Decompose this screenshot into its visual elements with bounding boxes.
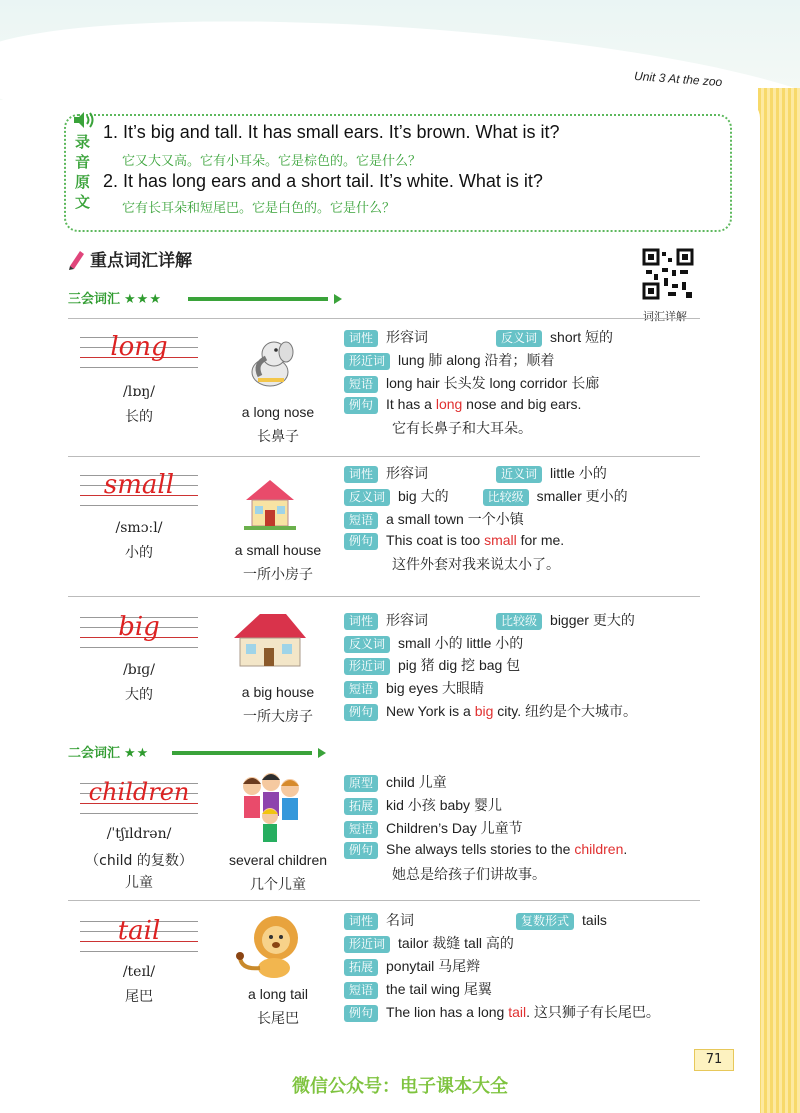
example-text: New York is a bbox=[386, 703, 475, 719]
small-house-icon bbox=[240, 474, 300, 534]
picture-caption-en: a long tail bbox=[248, 986, 308, 1002]
entry-row bbox=[344, 610, 635, 630]
word-note: （child 的复数） bbox=[85, 853, 193, 869]
entry-row bbox=[344, 486, 628, 506]
example-text: It has a bbox=[386, 396, 436, 412]
entry-row bbox=[344, 701, 637, 721]
row-text: 形容词 bbox=[386, 329, 429, 345]
tag-label: 短语 bbox=[344, 512, 378, 529]
vocab-word: small bbox=[103, 470, 175, 500]
vocab-word: tail bbox=[117, 916, 161, 946]
unit-title: Unit 3 At the zoo bbox=[633, 68, 723, 90]
picture-caption-en: several children bbox=[228, 852, 328, 868]
phonetic: /ˈtʃɪldrən/ bbox=[106, 826, 172, 842]
row-text: small 小的 little 小的 bbox=[398, 635, 524, 651]
section-title: 重点词汇详解 bbox=[90, 251, 192, 271]
level-header-three bbox=[68, 288, 162, 307]
vocab-entry-tail bbox=[68, 900, 700, 1036]
tag-label: 反义词 bbox=[344, 636, 390, 653]
example-text: The lion has a long bbox=[386, 1004, 509, 1020]
word-meaning: 小的 bbox=[125, 545, 153, 561]
entry-row bbox=[344, 633, 523, 653]
picture-caption-zh: 一所大房子 bbox=[243, 709, 313, 725]
row-text: 形容词 bbox=[386, 465, 429, 481]
row-text: big 大的 bbox=[398, 488, 449, 504]
big-house-icon bbox=[230, 610, 310, 670]
tag-label: 例句 bbox=[344, 1005, 378, 1022]
stars-icon: ★★ bbox=[124, 746, 150, 761]
pencil-icon bbox=[66, 248, 86, 270]
word-meaning: 尾巴 bbox=[125, 989, 153, 1005]
footer-watermark: 微信公众号：电子课本大全 bbox=[292, 1076, 508, 1097]
example-text: This coat is too bbox=[386, 532, 485, 548]
row-text: tails bbox=[582, 912, 607, 928]
level-bar bbox=[172, 751, 312, 755]
row-text: little 小的 bbox=[550, 465, 607, 481]
listening-label: 录音原文 bbox=[75, 133, 91, 211]
tag-label: 词性 bbox=[344, 913, 378, 930]
entry-row bbox=[344, 532, 564, 550]
word-meaning: 儿童 bbox=[125, 875, 153, 891]
highlighted-word: small bbox=[484, 532, 517, 548]
row-text: lung 肺 along 沿着；顺着 bbox=[398, 352, 555, 368]
word-meaning: 长的 bbox=[125, 409, 153, 425]
tag-label: 例句 bbox=[344, 397, 378, 414]
listening-translation-1: 它又大又高。它有小耳朵。它是棕色的。它是什么？ bbox=[122, 154, 422, 169]
elephant-icon bbox=[240, 334, 300, 394]
row-text: bigger 更大的 bbox=[550, 612, 635, 628]
picture-caption-en: a long nose bbox=[241, 404, 315, 420]
row-text: child 儿童 bbox=[386, 774, 447, 790]
tag-label: 短语 bbox=[344, 821, 378, 838]
example-text: . bbox=[623, 841, 628, 857]
vocab-word: children bbox=[88, 778, 190, 806]
example-translation: 这件外套对我来说太小了。 bbox=[392, 556, 560, 572]
tag-label: 例句 bbox=[344, 533, 378, 550]
row-text: the tail wing 尾翼 bbox=[386, 981, 492, 997]
picture-caption-zh: 长鼻子 bbox=[257, 429, 299, 445]
tag-label: 词性 bbox=[344, 466, 378, 483]
entry-row bbox=[344, 841, 627, 859]
row-text: 名词 bbox=[386, 912, 415, 928]
tag-label: 反义词 bbox=[496, 330, 542, 347]
qr-caption: 词汇详解 bbox=[643, 310, 687, 323]
listening-sentence-1: 1. It’s big and tall. It has small ears. It’s brown. What is it? bbox=[103, 122, 560, 142]
entry-row bbox=[344, 1002, 660, 1022]
row-text: short 短的 bbox=[550, 329, 614, 345]
page-number: 71 bbox=[694, 1049, 734, 1071]
row-text: smaller 更小的 bbox=[536, 488, 628, 504]
example-translation: 它有长鼻子和大耳朵。 bbox=[392, 420, 532, 436]
tag-label: 拓展 bbox=[344, 798, 378, 815]
level-bar bbox=[188, 297, 328, 301]
row-text: tailor 裁缝 tall 高的 bbox=[398, 935, 514, 951]
entry-row bbox=[344, 772, 447, 792]
row-text: 形容词 bbox=[386, 612, 429, 628]
example-translation: 她总是给孩子们讲故事。 bbox=[392, 866, 546, 882]
entry-row bbox=[344, 795, 502, 815]
vocab-entry-small bbox=[68, 456, 700, 594]
entry-row bbox=[344, 933, 514, 953]
tag-label: 词性 bbox=[344, 613, 378, 630]
tag-label: 短语 bbox=[344, 982, 378, 999]
row-text: long hair 长头发 long corridor 长廊 bbox=[386, 375, 600, 391]
stars-icon: ★★★ bbox=[124, 292, 162, 307]
tag-label: 比较级 bbox=[483, 489, 529, 506]
entry-row bbox=[344, 350, 554, 370]
tag-label: 例句 bbox=[344, 704, 378, 721]
picture-caption-zh: 长尾巴 bbox=[257, 1011, 299, 1027]
tag-label: 原型 bbox=[344, 775, 378, 792]
tag-label: 短语 bbox=[344, 376, 378, 393]
phonetic: /bɪɡ/ bbox=[123, 662, 155, 678]
book-edge bbox=[758, 88, 800, 1113]
tag-label: 形近词 bbox=[344, 936, 390, 953]
vocab-entry-children bbox=[68, 764, 700, 896]
vocab-word: big bbox=[118, 612, 160, 642]
example-text: . 这只狮子有长尾巴。 bbox=[526, 1004, 660, 1020]
level-header-two bbox=[68, 742, 149, 761]
entry-row bbox=[344, 463, 607, 483]
entry-row bbox=[344, 655, 520, 675]
tag-label: 复数形式 bbox=[516, 913, 574, 930]
word-meaning: 大的 bbox=[125, 687, 153, 703]
example-text: city. 纽约是个大城市。 bbox=[493, 703, 638, 719]
tag-label: 短语 bbox=[344, 681, 378, 698]
entry-row bbox=[344, 910, 607, 930]
tag-label: 形近词 bbox=[344, 658, 390, 675]
highlighted-word: big bbox=[474, 703, 494, 719]
entry-row bbox=[344, 396, 581, 414]
entry-row bbox=[344, 818, 523, 838]
phonetic: /smɔːl/ bbox=[115, 520, 163, 536]
tag-label: 形近词 bbox=[344, 353, 390, 370]
vocab-entry-long bbox=[68, 318, 700, 454]
lion-icon bbox=[236, 910, 306, 982]
level-label: 三会词汇 bbox=[68, 292, 121, 307]
tag-label: 近义词 bbox=[496, 466, 542, 483]
speaker-icon[interactable] bbox=[72, 110, 96, 130]
highlighted-word: children bbox=[574, 841, 624, 857]
picture-caption-zh: 一所小房子 bbox=[243, 567, 313, 583]
row-text: big eyes 大眼睛 bbox=[386, 680, 485, 696]
picture-caption-en: a big house bbox=[241, 684, 315, 700]
example-text: She always tells stories to the bbox=[386, 841, 575, 857]
listening-translation-2: 它有长耳朵和短尾巴。它是白色的。它是什么？ bbox=[122, 201, 396, 216]
tag-label: 词性 bbox=[344, 330, 378, 347]
level-label: 二会词汇 bbox=[68, 746, 121, 761]
row-text: ponytail 马尾辫 bbox=[386, 958, 481, 974]
example-text: for me. bbox=[516, 532, 565, 548]
example-text: nose and big ears. bbox=[462, 396, 582, 412]
highlighted-word: tail bbox=[508, 1004, 527, 1020]
children-icon bbox=[238, 770, 304, 846]
phonetic: /teɪl/ bbox=[122, 964, 156, 980]
tag-label: 拓展 bbox=[344, 959, 378, 976]
entry-row bbox=[344, 678, 484, 698]
entry-row bbox=[344, 979, 492, 999]
tag-label: 反义词 bbox=[344, 489, 390, 506]
picture-caption-zh: 几个儿童 bbox=[250, 877, 306, 893]
entry-row bbox=[344, 509, 524, 529]
vocab-entry-big bbox=[68, 596, 700, 730]
tag-label: 比较级 bbox=[496, 613, 542, 630]
qr-code-icon[interactable] bbox=[642, 248, 694, 300]
row-text: a small town 一个小镇 bbox=[386, 511, 524, 527]
tag-label: 例句 bbox=[344, 842, 378, 859]
vocab-word: long bbox=[110, 332, 168, 362]
listening-sentence-2: 2. It has long ears and a short tail. It’s white. What is it? bbox=[103, 171, 543, 191]
row-text: kid 小孩 baby 婴儿 bbox=[386, 797, 502, 813]
highlighted-word: long bbox=[435, 396, 463, 412]
row-text: Children’s Day 儿童节 bbox=[386, 820, 523, 836]
phonetic: /lɒŋ/ bbox=[123, 384, 155, 400]
entry-row bbox=[344, 956, 480, 976]
entry-row bbox=[344, 373, 599, 393]
row-text: pig 猪 dig 挖 bag 包 bbox=[398, 657, 521, 673]
entry-row bbox=[344, 327, 613, 347]
picture-caption-en: a small house bbox=[234, 542, 322, 558]
